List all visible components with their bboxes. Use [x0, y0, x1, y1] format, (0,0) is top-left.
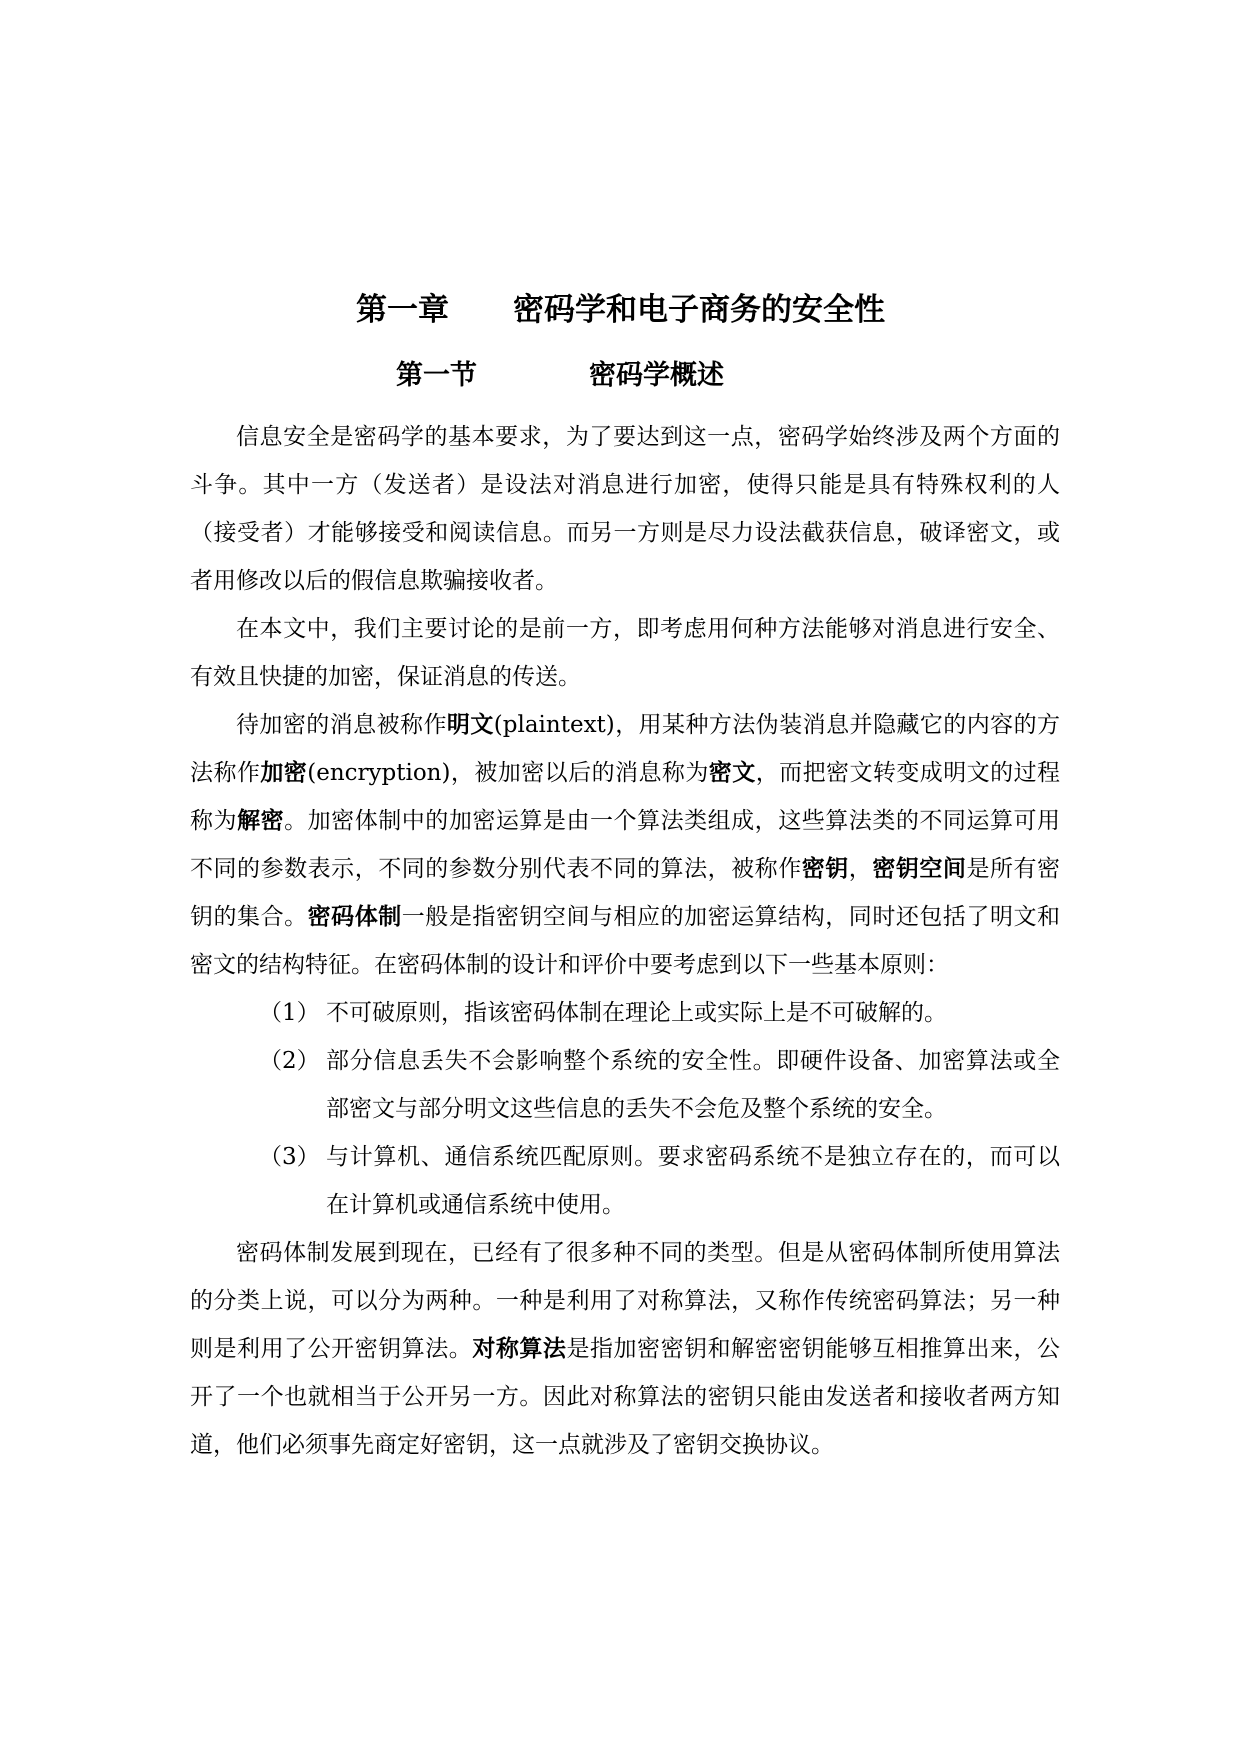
text-run: 密码体制发展到现在，已经有了很多种不同的类型。但是从密码体制所使用算法的分类上说，可以分为两种。一种是利用了对称算法，又称作传统密码算法；另一种则是利用了公开密钥算法。	[190, 1240, 1060, 1362]
principle-text: 与计算机、通信系统匹配原则。要求密码系统不是独立存在的，而可以在计算机或通信系统中使用。	[326, 1144, 1060, 1218]
principle-item-1	[190, 989, 1060, 1037]
text-run: 一般是指密钥空间与相应的加密运算结构，同时还包括了明文和密文的结构特征。在密码体制的设计和评价中要考虑到以下一些基本原则：	[190, 904, 1061, 978]
text-run: 是指加密密钥和解密密钥能够互相推算出来，公开了一个也就相当于公开另一方。因此对称算法的密钥只能由发送者和接收者两方知道，他们必须事先商定好密钥，这一点就涉及了密钥交换协议。	[190, 1336, 1061, 1458]
term-encryption: 加密	[260, 760, 308, 786]
principle-item-2	[190, 1037, 1060, 1133]
chapter-label: 第一章	[356, 292, 449, 328]
paragraph-algorithm-types	[190, 1229, 1060, 1469]
term-plaintext: 明文	[446, 712, 494, 738]
text-run: (plaintext)，用某种方法伪装消息并隐藏它的内容的方法称作	[190, 712, 1060, 786]
term-ciphertext: 密文	[708, 760, 756, 786]
term-key-space: 密钥空间	[872, 856, 967, 882]
principle-text: 不可破原则，指该密码体制在理论上或实际上是不可破解的。	[326, 1000, 947, 1026]
text-run: ，	[848, 856, 873, 882]
term-symmetric-algorithm: 对称算法	[472, 1336, 567, 1362]
principle-number: （3）	[259, 1144, 320, 1170]
text-run: (encryption)，被加密以后的消息称为	[307, 760, 709, 786]
paragraph-intro: 信息安全是密码学的基本要求，为了要达到这一点，密码学始终涉及两个方面的斗争。其中一方（发送者）是设法对消息进行加密，使得只能是具有特殊权利的人（接受者）才能够接受和阅读信息。而另一方则是尽力设法截获信息，破译密文，或者用修改以后的假信息欺骗接收者。	[190, 424, 1060, 594]
principle-number: （1）	[259, 1000, 320, 1026]
principle-number: （2）	[259, 1048, 320, 1074]
chapter-title: 密码学和电子商务的安全性	[513, 292, 885, 328]
principle-item-3	[190, 1133, 1060, 1229]
principle-text: 部分信息丢失不会影响整个系统的安全性。即硬件设备、加密算法或全部密文与部分明文这些信息的丢失不会危及整个系统的安全。	[326, 1048, 1060, 1122]
text-run: 待加密的消息被称作	[236, 712, 447, 738]
term-cryptosystem: 密码体制	[307, 904, 402, 930]
text-run: 是所有密钥的集合。	[190, 856, 1061, 930]
term-key: 密钥	[801, 856, 849, 882]
paragraph-definitions	[190, 701, 1060, 989]
body-text	[190, 413, 1060, 1469]
chapter-heading	[0, 290, 1241, 330]
section-label: 第一节	[396, 360, 477, 391]
paragraph-scope: 在本文中，我们主要讨论的是前一方，即考虑用何种方法能够对消息进行安全、有效且快捷的加密，保证消息的传送。	[190, 616, 1060, 690]
text-run: ，而把密文转变成明文的过程称为	[190, 760, 1061, 834]
term-decryption: 解密	[237, 808, 285, 834]
section-title: 密码学概述	[589, 360, 724, 391]
text-run: 。加密体制中的加密运算是由一个算法类组成，这些算法类的不同运算可用不同的参数表示，不同的参数分别代表不同的算法，被称作	[190, 808, 1061, 882]
